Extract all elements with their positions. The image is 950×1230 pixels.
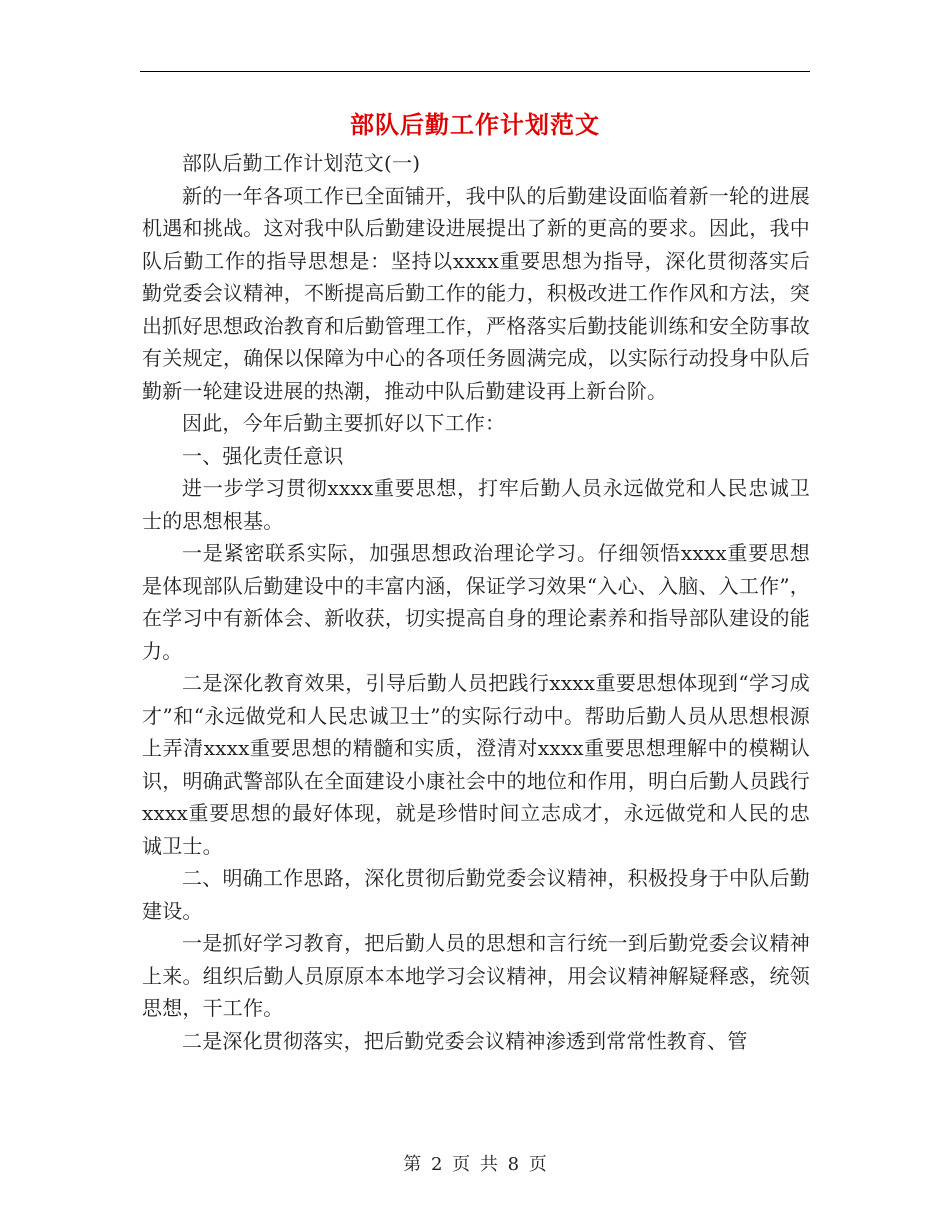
paragraph-subtitle: 部队后勤工作计划范文(一) (182, 151, 421, 175)
document-body (142, 147, 810, 1057)
paragraph-point-2: 二是深化教育效果，引导后勤人员把践行xxxx重要思想体现到“学习成才”和“永远做党和人民忠诚卫士”的实际行动中。帮助后勤人员从思想根源上弄清xxxx重要思想的精髓和实质，澄清对xxxx重要思想理解中的模糊认识，明确武警部队在全面建设小康社会中的地位和作用，明白后勤人员践行xxxx重要思想的最好体现，就是珍惜时间立志成才，永远做党和人民的忠诚卫士。 (142, 671, 810, 858)
paragraph-point-4: 二是深化贯彻落实，把后勤党委会议精神渗透到常常性教育、管 (182, 1028, 748, 1053)
document-title: 部队后勤工作计划范文 (350, 110, 600, 139)
page-number-footer: 第 2 页 共 8 页 (403, 1154, 547, 1175)
paragraph-point-1: 一是紧密联系实际，加强思想政治理论学习。仔细领悟xxxx重要思想是体现部队后勤建设中的丰富内涵，保证学习效果“入心、入脑、入工作”，在学习中有新体会、新收获，切实提高自身的理论素养和指导部队建设的能力。 (142, 541, 810, 663)
paragraph-point-3: 一是抓好学习教育，把后勤人员的思想和言行统一到后勤党委会议精神上来。组织后勤人员原原本本地学习会议精神，用会议精神解疑释惑，统领思想，干工作。 (142, 931, 810, 1020)
paragraph-guiding-ideology: 新的一年各项工作已全面铺开，我中队的后勤建设面临着新一轮的进展机遇和挑战。这对我中队后勤建设进展提出了新的更高的要求。因此，我中队后勤工作的指导思想是：坚持以xxxx重要思想为指导，深化贯彻落实后勤党委会议精神，不断提高后勤工作的能力，积极改进工作作风和方法，突出抓好思想政治教育和后勤管理工作，严格落实后勤技能训练和安全防事故有关规定，确保以保障为中心的各项任务圆满完成，以实际行动投身中队后勤新一轮建设进展的热潮，推动中队后勤建设再上新台阶。 (142, 183, 810, 403)
header-rule (140, 71, 810, 72)
paragraph-study: 进一步学习贯彻xxxx重要思想，打牢后勤人员永远做党和人民忠诚卫士的思想根基。 (142, 476, 810, 533)
paragraph-main-tasks-intro: 因此，今年后勤主要抓好以下工作： (182, 411, 506, 435)
section-heading-2: 二、明确工作思路，深化贯彻后勤党委会议精神，积极投身于中队后勤建设。 (142, 866, 810, 923)
section-heading-1: 一、强化责任意识 (182, 443, 344, 468)
